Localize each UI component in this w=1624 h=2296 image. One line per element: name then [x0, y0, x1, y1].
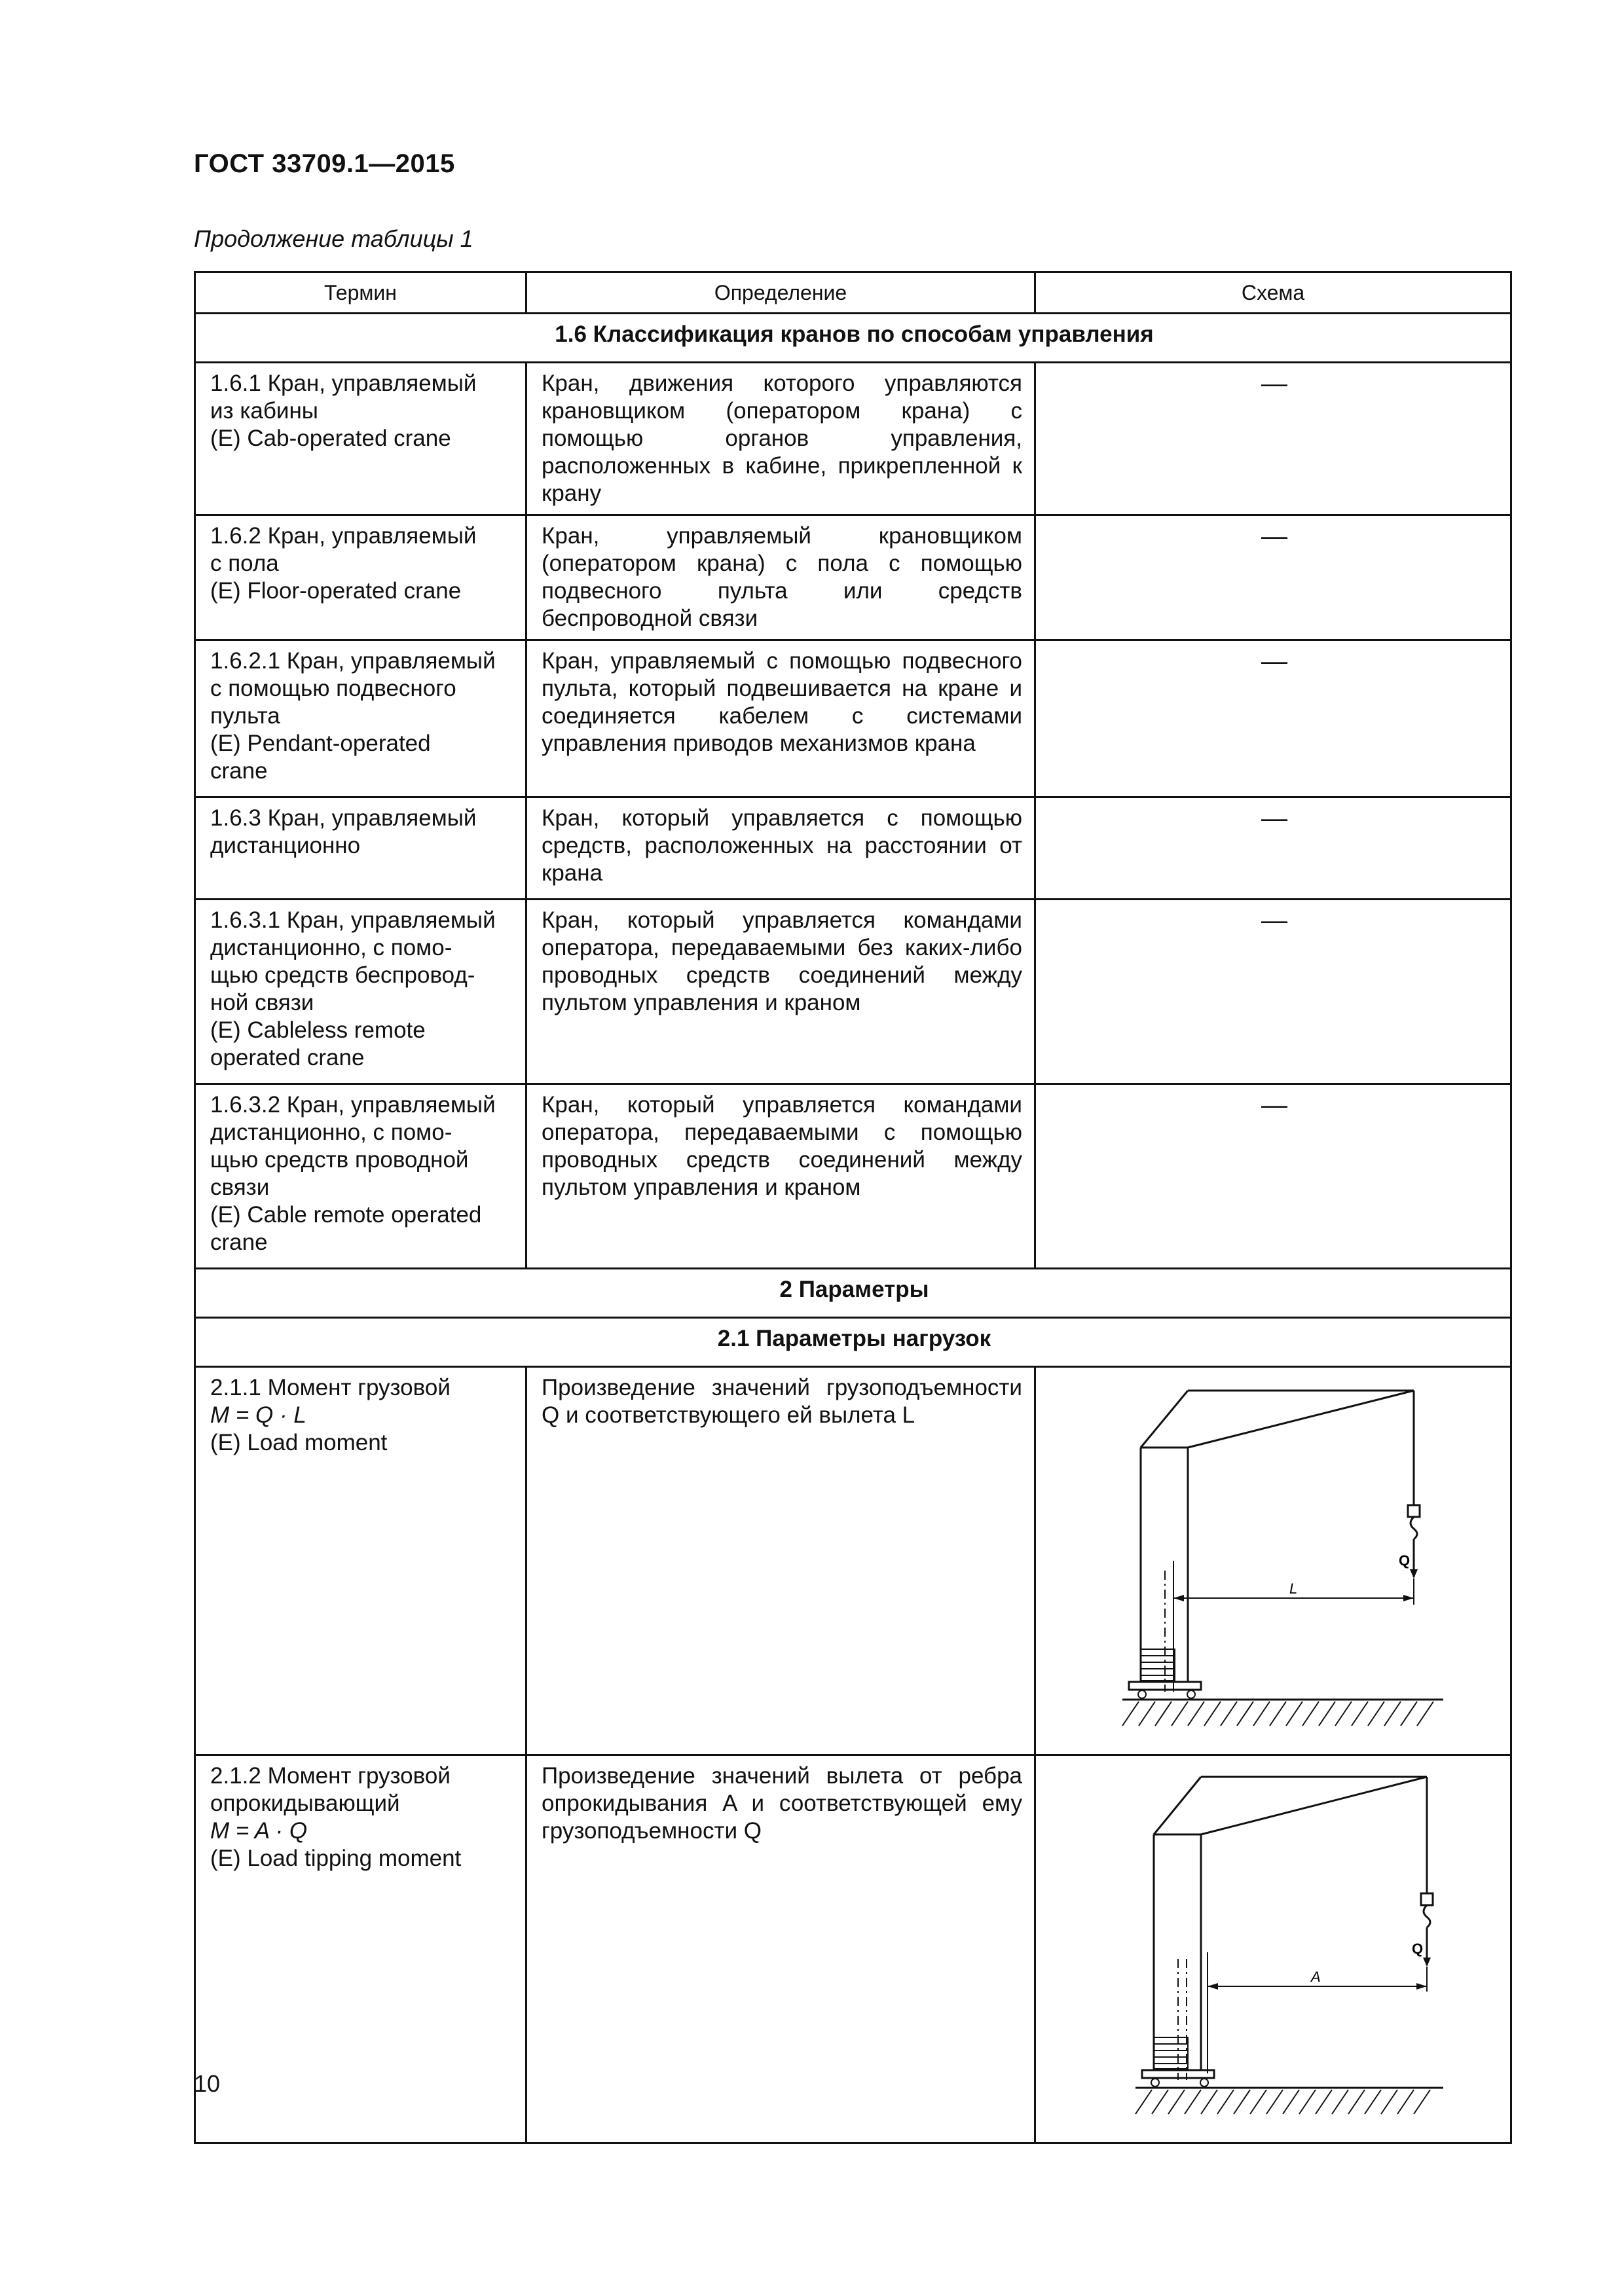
term-cell: [195, 1367, 526, 1755]
scheme-cell: [1035, 1755, 1511, 2143]
term-line: связи: [210, 1175, 270, 1200]
definition-cell: Кран, который управляется командами оператора, передаваемыми без каких-либо проводных средств соединений между пультом управления и краном: [526, 900, 1035, 1084]
term-line: опрокидывающий: [210, 1791, 400, 1816]
section-title-1-6: 1.6 Классификация кранов по способам управления: [195, 314, 1511, 363]
table-row: [195, 363, 1511, 515]
standard-number: ГОСТ 33709.1—2015: [194, 149, 455, 178]
term-line: с помощью подвесного: [210, 676, 456, 701]
load-label: Q: [1399, 1552, 1411, 1569]
term-line: (E) Cable remote operated: [210, 1202, 482, 1228]
scheme-cell: [1035, 1367, 1511, 1755]
scheme-cell: —: [1035, 900, 1511, 1084]
table-row: [195, 900, 1511, 1084]
term-line: (E) Cableless remote: [210, 1017, 426, 1043]
term-line: 1.6.1 Кран, управляемый: [210, 371, 477, 396]
term-line: (E) Cab-operated crane: [210, 426, 451, 451]
term-cell: [195, 1755, 526, 2143]
term-line: щью средств проводной: [210, 1147, 469, 1173]
section-title-2-1: 2.1 Параметры нагрузок: [195, 1318, 1511, 1367]
definition-cell: Кран, управляемый с помощью подвесного пульта, который подвешивается на кране и соединяется кабелем с системами управления приводов механизмов крана: [526, 640, 1035, 797]
scheme-cell: —: [1035, 1084, 1511, 1269]
term-line: 1.6.3.1 Кран, управляемый: [210, 907, 496, 933]
section-row: [195, 314, 1511, 363]
term-line: crane: [210, 1230, 268, 1255]
scheme-cell: —: [1035, 797, 1511, 900]
term-line: (E) Pendant-operated: [210, 731, 431, 756]
table-continuation-caption: Продолжение таблицы 1: [194, 225, 473, 252]
page-number: 10: [194, 2070, 221, 2097]
definition-cell: Кран, управляемый крановщиком (оператором крана) с пола с помощью подвесного пульта или средств беспроводной связи: [526, 515, 1035, 640]
term-line: дистанционно, с помо-: [210, 1120, 452, 1145]
scheme-cell: —: [1035, 515, 1511, 640]
term-cell: [195, 797, 526, 900]
table-row: [195, 1084, 1511, 1269]
table-row: [195, 797, 1511, 900]
load-moment-diagram: [1050, 1374, 1522, 1741]
table-header-row: [195, 272, 1511, 314]
term-line: 1.6.3 Кран, управляемый: [210, 805, 477, 831]
definition-cell: Кран, который управляется с помощью средств, расположенных на расстоянии от крана: [526, 797, 1035, 900]
scheme-cell: —: [1035, 640, 1511, 797]
definition-cell: Кран, который управляется командами оператора, передаваемыми с помощью проводных средств соединений между пультом управления и краном: [526, 1084, 1035, 1269]
table-row: [195, 640, 1511, 797]
term-line: щью средств беспровод-: [210, 962, 475, 988]
term-line: (E) Load tipping moment: [210, 1846, 462, 1871]
definition-cell: Произведение значений вылета от ребра опрокидывания A и соответствующей ему грузоподъемности Q: [526, 1755, 1035, 2143]
term-cell: [195, 640, 526, 797]
term-line: с пола: [210, 551, 279, 576]
term-line: дистанционно, с помо-: [210, 935, 452, 960]
load-tipping-moment-diagram: [1050, 1762, 1522, 2129]
load-label: Q: [1412, 1941, 1424, 1957]
term-line: 1.6.3.2 Кран, управляемый: [210, 1092, 496, 1118]
column-header-term: Термин: [195, 272, 526, 314]
column-header-definition: Определение: [526, 272, 1035, 314]
term-line: пульта: [210, 703, 280, 729]
definition-cell: Произведение значений грузоподъемности Q и соответствующего ей вылета L: [526, 1367, 1035, 1755]
term-formula: M = A · Q: [210, 1818, 308, 1844]
term-line: 2.1.2 Момент грузовой: [210, 1763, 451, 1789]
column-header-scheme: Схема: [1035, 272, 1511, 314]
section-title-2: 2 Параметры: [195, 1269, 1511, 1318]
term-line: (E) Load moment: [210, 1430, 388, 1455]
term-cell: [195, 363, 526, 515]
terms-table: [194, 271, 1512, 2144]
definition-cell: Кран, движения которого управляются крановщиком (оператором крана) с помощью органов управления, расположенных в кабине, прикрепленной к крану: [526, 363, 1035, 515]
dimension-label: A: [1311, 1969, 1321, 1985]
table-row: [195, 1755, 1511, 2143]
scheme-cell: —: [1035, 363, 1511, 515]
section-row: [195, 1318, 1511, 1367]
term-line: crane: [210, 758, 268, 784]
term-cell: [195, 900, 526, 1084]
term-line: 1.6.2 Кран, управляемый: [210, 523, 477, 549]
section-row: [195, 1269, 1511, 1318]
term-line: 2.1.1 Момент грузовой: [210, 1375, 451, 1400]
term-line: дистанционно: [210, 833, 361, 858]
table-row: [195, 1367, 1511, 1755]
term-cell: [195, 1084, 526, 1269]
term-formula: M = Q · L: [210, 1402, 306, 1428]
term-cell: [195, 515, 526, 640]
table-row: [195, 515, 1511, 640]
term-line: из кабины: [210, 398, 318, 424]
term-line: (E) Floor-operated crane: [210, 578, 462, 604]
term-line: operated crane: [210, 1045, 365, 1070]
term-line: 1.6.2.1 Кран, управляемый: [210, 648, 496, 674]
dimension-label: L: [1289, 1580, 1298, 1597]
term-line: ной связи: [210, 990, 314, 1015]
